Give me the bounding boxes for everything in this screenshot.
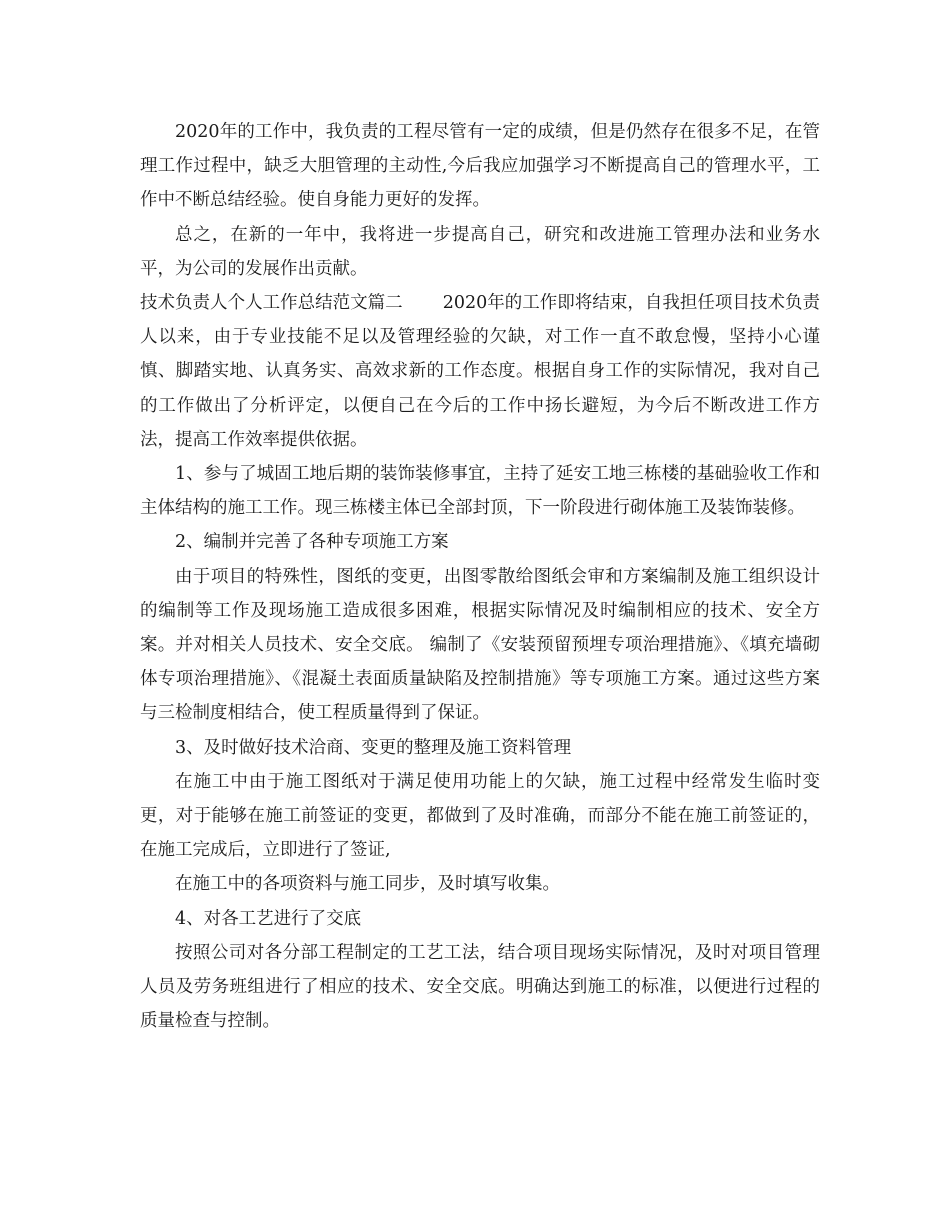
paragraph-item-4-body: 按照公司对各分部工程制定的工艺工法，结合项目现场实际情况，及时对项目管理人员及劳务班组进行了相应的技术、安全交底。明确达到施工的标准，以便进行过程的质量检查与控制。 <box>140 942 820 1032</box>
paragraph-work-summary: 2020年的工作中，我负责的工程尽管有一定的成绩，但是仍然存在很多不足，在管理工作过程中，缺乏大胆管理的主动性,今后我应加强学习不断提高自己的管理水平，工作中不断总结经验。使自身能力更好的发挥。 <box>140 122 820 211</box>
paragraph-item-3-heading: 3、及时做好技术洽商、变更的整理及施工资料管理 <box>175 737 572 758</box>
paragraph-item-4-heading: 4、对各工艺进行了交底 <box>175 908 362 929</box>
paragraph-item-2-heading: 2、编制并完善了各种专项施工方案 <box>175 532 449 553</box>
paragraph-item-3-records: 在施工中的各项资料与施工同步，及时填写收集。 <box>175 874 560 895</box>
paragraph-item-2-body: 由于项目的特殊性，图纸的变更，出图零散给图纸会审和方案编制及施工组织设计的编制等工作及现场施工造成很多困难，根据实际情况及时编制相应的技术、安全方案。并对相关人员技术、安全交底。 编制了《安装预留预埋专项治理措施》、《填充墙砌体专项治理措施》、《混凝土表面质量缺陷及控制措施》等专项施工方案。通过这些方案与三检制度相结合，使工程质量得到了保证。 <box>140 566 820 724</box>
paragraph-conclusion: 总之，在新的一年中，我将进一步提高自己，研究和改进施工管理办法和业务水平，为公司的发展作出贡献。 <box>140 224 820 279</box>
paragraph-item-3-body: 在施工中由于施工图纸对于满足使用功能上的欠缺，施工过程中经常发生临时变更，对于能够在施工前签证的变更，都做到了及时准确，而部分不能在施工前签证的，在施工完成后，立即进行了签证, <box>140 771 820 861</box>
section-title: 技术负责人个人工作总结范文篇二 <box>140 293 403 314</box>
paragraph-section-two <box>140 286 820 457</box>
section-intro-text: 2020年的工作即将结束，自我担任项目技术负责人以来，由于专业技能不足以及管理经验的欠缺，对工作一直不敢怠慢，坚持小心谨慎、脚踏实地、认真务实、高效求新的工作态度。根据自身工作的实际情况，我对自己的工作做出了分析评定，以便自己在今后的工作中扬长避短，为今后不断改进工作方法，提高工作效率提供依据。 <box>140 293 820 450</box>
paragraph-item-1: 1、参与了城固工地后期的装饰装修事宜，主持了延安工地三栋楼的基础验收工作和主体结构的施工工作。现三栋楼主体已全部封顶，下一阶段进行砌体施工及装饰装修。 <box>140 464 820 519</box>
